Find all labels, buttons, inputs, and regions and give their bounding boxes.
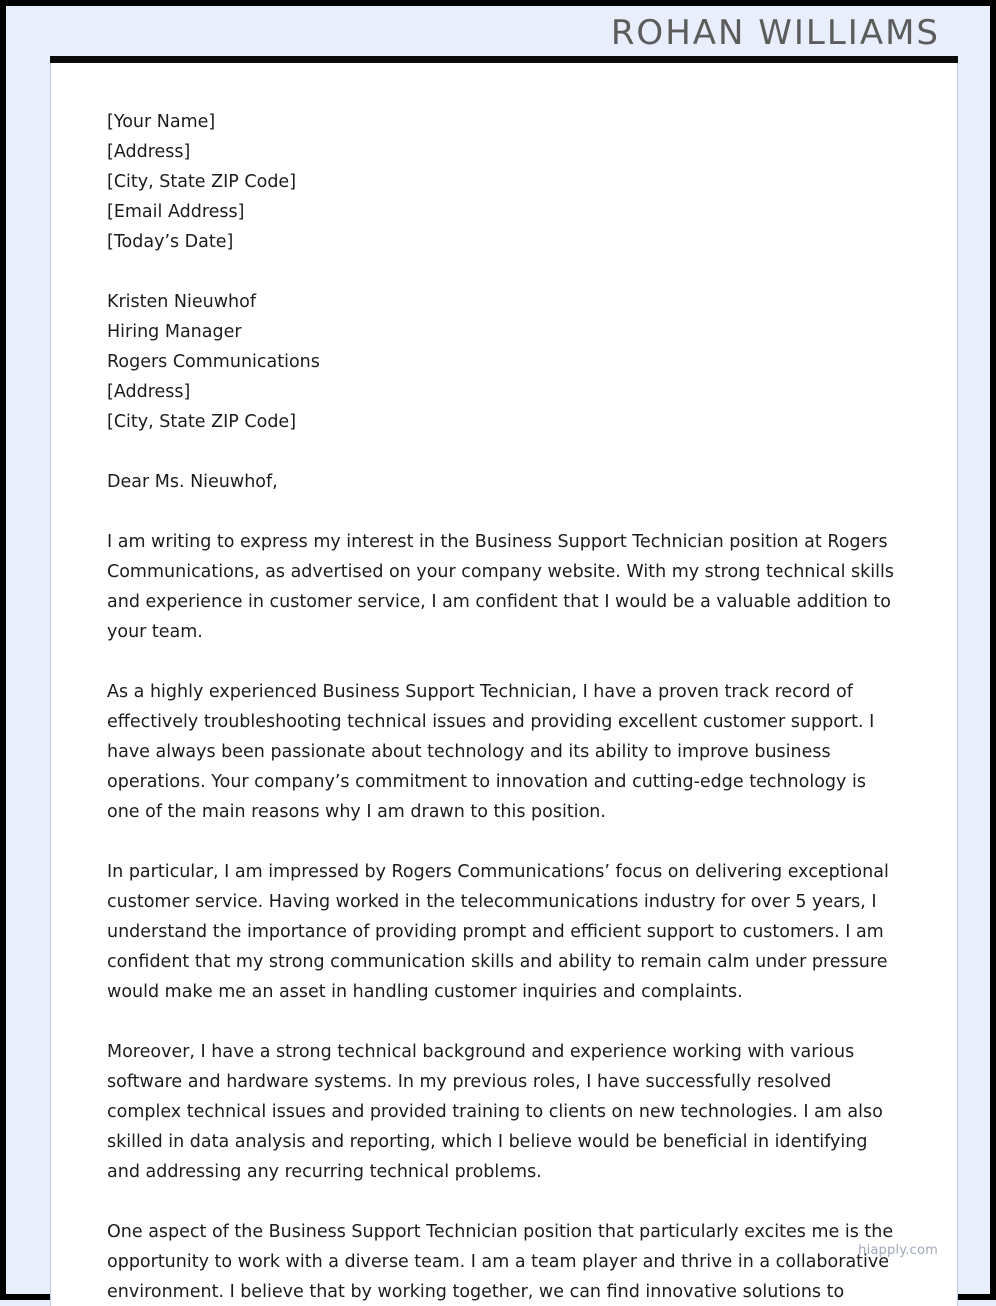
letter-sheet: [50, 63, 958, 1306]
sender-line: [Today’s Date]: [107, 232, 234, 252]
page-title: ROHAN WILLIAMS: [610, 13, 940, 53]
letter-paragraph: In particular, I am impressed by Rogers Communications’ focus on delivering exceptional customer service. Having worked in the telecommunications industry for over 5 years, I understand the importance of providing prompt and efficient support to customers. I am confident that my strong communication skills and ability to remain calm under pressure would make me an asset in handling customer inquiries and complaints.: [107, 862, 889, 1002]
letter-paragraph: Moreover, I have a strong technical background and experience working with various software and hardware systems. In my previous roles, I have successfully resolved complex technical issues and provided training to clients on new technologies. I am also skilled in data analysis and reporting, which I believe would be beneficial in identifying and addressing any recurring technical problems.: [107, 1042, 883, 1182]
recipient-line: Hiring Manager: [107, 322, 242, 342]
letter-paragraph: One aspect of the Business Support Technician position that particularly excites me is the opportunity to work with a diverse team. I am a team player and thrive in a collaborative environment. I believe that by working together, we can find innovative solutions to: [107, 1222, 894, 1302]
document-header: [12, 12, 984, 54]
recipient-line: Rogers Communications: [107, 352, 320, 372]
header-divider: [50, 56, 958, 63]
recipient-line: Kristen Nieuwhof: [107, 292, 257, 312]
letter-paragraph: I am writing to express my interest in the Business Support Technician position at Rogers Communications, as advertised on your company website. With my strong technical skills and experience in customer service, I am confident that I would be a valuable addition to your team.: [107, 532, 894, 642]
recipient-line: [Address]: [107, 382, 191, 402]
salutation: Dear Ms. Nieuwhof,: [107, 472, 278, 492]
sender-line: [Address]: [107, 142, 191, 162]
cover-letter-body: [51, 63, 957, 1306]
watermark: hiapply.com: [858, 1243, 938, 1258]
recipient-line: [City, State ZIP Code]: [107, 412, 297, 432]
sender-line: [Email Address]: [107, 202, 245, 222]
letter-paragraph: As a highly experienced Business Support Technician, I have a proven track record of effectively troubleshooting technical issues and providing excellent customer support. I have always been passionate about technology and its ability to improve business operations. Your company’s commitment to innovation and cutting-edge technology is one of the main reasons why I am drawn to this position.: [107, 682, 875, 822]
sender-line: [Your Name]: [107, 112, 216, 132]
recipient-address-block: [107, 287, 901, 437]
sender-address-block: [107, 107, 901, 257]
sender-line: [City, State ZIP Code]: [107, 172, 297, 192]
